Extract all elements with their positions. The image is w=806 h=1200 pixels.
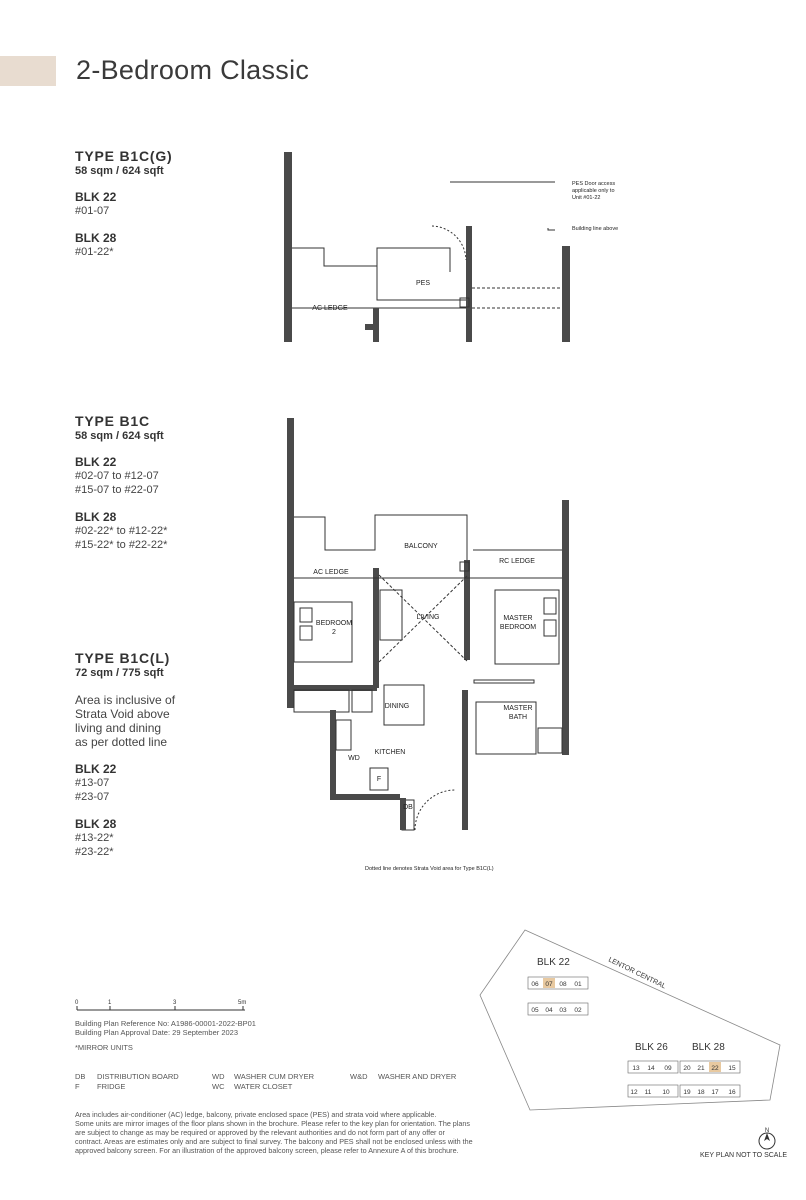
plan-reference	[75, 1019, 256, 1037]
floor-plan-b1c-g	[280, 148, 640, 348]
blk-label: BLK 22	[75, 455, 117, 469]
pillow	[544, 598, 556, 614]
legend-text: WATER CLOSET	[234, 1082, 293, 1091]
unit-label: 20	[683, 1065, 691, 1072]
north-arrow-icon	[755, 1126, 779, 1152]
unit-range: #23-07	[75, 791, 110, 803]
master-bath-label: BATH	[508, 714, 528, 721]
unit-label: 06	[531, 981, 539, 988]
type-b1c-l	[75, 650, 175, 859]
legend-text: WASHER CUM DRYER	[234, 1072, 315, 1081]
blk-label: BLK 28	[75, 817, 117, 831]
sofa	[380, 590, 402, 640]
bed-bedroom2	[294, 602, 352, 662]
legend-code: W&D	[350, 1072, 368, 1081]
unit-label: 21	[697, 1065, 705, 1072]
legend-code: WD	[212, 1072, 225, 1081]
wardrobe	[294, 690, 349, 712]
pes-door-note: PES Door access	[572, 181, 616, 187]
pillow	[300, 626, 312, 640]
left-wall	[284, 152, 292, 342]
site-boundary	[480, 930, 780, 1110]
type-b1c-g	[75, 148, 172, 259]
description-line: Area is inclusive of	[75, 693, 176, 707]
legend-item	[75, 1072, 179, 1082]
floor-plan-b1c	[280, 410, 600, 880]
rc-ledge-label: RC LEDGE	[499, 558, 535, 565]
blk-label: BLK 28	[75, 510, 117, 524]
legend-text: DISTRIBUTION BOARD	[97, 1072, 179, 1081]
unit-label: 15	[728, 1065, 736, 1072]
unit-range: #23-22*	[75, 846, 114, 858]
description-line: as per dotted line	[75, 735, 168, 749]
ac-ledge-label: AC LEDGE	[313, 569, 349, 576]
blk-label: BLK 22	[75, 762, 117, 776]
strata-void-note: Dotted line denotes Strata Void area for Type B1C(L)	[365, 866, 494, 872]
unit-label: 12	[630, 1089, 638, 1096]
leader-line	[450, 182, 555, 230]
kitchen-right-wall	[462, 690, 468, 830]
type-name: TYPE B1C	[75, 413, 150, 429]
unit-label: 01	[574, 981, 582, 988]
key-plan-note: KEY PLAN NOT TO SCALE	[700, 1152, 788, 1159]
pes-door-note: applicable only to	[572, 188, 615, 194]
right-wall	[562, 246, 570, 342]
bath-fixture	[538, 728, 562, 753]
scale-tick-label: 3	[173, 1000, 177, 1006]
type-description	[75, 693, 175, 749]
unit-label: 18	[697, 1089, 705, 1096]
legend-code: DB	[75, 1072, 86, 1081]
pes-door-note: Unit #01-22	[572, 195, 601, 201]
unit-label: 11	[644, 1089, 652, 1096]
legend-item	[212, 1082, 314, 1092]
unit-range: #13-07	[75, 777, 110, 789]
unit-range: #15-07 to #22-07	[75, 484, 159, 496]
type-name: TYPE B1C(G)	[75, 148, 173, 164]
legend-text: WASHER AND DRYER	[378, 1072, 457, 1081]
pes-wall	[466, 226, 472, 342]
section-tab	[0, 56, 56, 86]
disclaimer-line: Area includes air-conditioner (AC) ledge, balcony, private enclosed space (PES) and strata void where applicable.	[75, 1110, 437, 1119]
unit-label: 22	[711, 1065, 719, 1072]
legend-code: WC	[212, 1082, 225, 1091]
pes-label: PES	[415, 280, 431, 287]
pillow	[544, 620, 556, 636]
legend-item	[350, 1072, 456, 1082]
unit-label: 05	[531, 1007, 539, 1014]
scale-tick-label: 1	[108, 1000, 112, 1006]
kitchen-wall	[330, 710, 336, 800]
sliding-door	[474, 680, 534, 683]
pes-outline	[377, 248, 466, 300]
blk28-label: BLK 28	[692, 1042, 725, 1053]
balcony-label: BALCONY	[404, 543, 438, 550]
fridge-label: F	[376, 776, 382, 783]
unit-label: 14	[647, 1065, 655, 1072]
left-wall	[287, 418, 294, 708]
wall-master	[464, 560, 470, 660]
blk22-label: BLK 22	[537, 957, 570, 968]
wall-bedroom2	[373, 568, 379, 688]
legend-code: F	[75, 1082, 80, 1091]
unit-range: #01-22*	[75, 246, 114, 258]
reference-line: Building Plan Approval Date: 29 September 2023	[75, 1028, 239, 1037]
entry-wall	[400, 798, 406, 830]
unit-range: #02-07 to #12-07	[75, 470, 159, 482]
unit-range: #15-22* to #22-22*	[75, 539, 168, 551]
balcony-outline	[294, 515, 467, 567]
type-size: 58 sqm / 624 sqft	[75, 430, 164, 442]
unit-range: #13-22*	[75, 832, 114, 844]
legend-col-3	[350, 1072, 456, 1082]
wd-label: WD	[348, 755, 360, 762]
legend-item	[75, 1082, 179, 1092]
north-label: N	[764, 1128, 770, 1134]
reference-line: Building Plan Reference No: A1986-00001-2022-BP01	[75, 1019, 256, 1028]
key-plan	[470, 925, 790, 1125]
scale-bar	[75, 998, 275, 1014]
page-title: 2-Bedroom Classic	[76, 55, 310, 85]
type-size: 58 sqm / 624 sqft	[75, 165, 164, 177]
unit-label: 07	[545, 981, 553, 988]
unit-label: 16	[728, 1089, 736, 1096]
unit-label: 17	[711, 1089, 719, 1096]
ac-unit	[352, 690, 372, 712]
type-name: TYPE B1C(L)	[75, 650, 171, 666]
legend-col-1	[75, 1072, 179, 1092]
kitchen-bottom-wall	[330, 794, 400, 800]
bedroom2-label: BEDROOM	[315, 620, 353, 627]
living-label: LIVING	[416, 614, 440, 621]
master-bedroom-label: BEDROOM	[499, 624, 537, 631]
unit-label: 10	[662, 1089, 670, 1096]
unit-label: 09	[664, 1065, 672, 1072]
master-bedroom-label: MASTER	[503, 615, 533, 622]
description-line: Strata Void above	[75, 707, 170, 721]
dining-label: DINING	[384, 703, 410, 710]
outline	[292, 248, 450, 272]
unit-range: #01-07	[75, 205, 110, 217]
door-swing	[432, 226, 466, 260]
scale-tick-label: 0	[75, 1000, 79, 1006]
stove	[336, 720, 351, 750]
legend-text: FRIDGE	[97, 1082, 126, 1091]
unit-label: 13	[632, 1065, 640, 1072]
unit-label: 04	[545, 1007, 553, 1014]
inner-wall-stub	[365, 324, 375, 330]
building-line	[472, 288, 562, 308]
kitchen-label: KITCHEN	[374, 749, 406, 756]
entry-door-swing	[415, 790, 455, 830]
legend-item	[212, 1072, 314, 1082]
unit-label: 19	[683, 1089, 691, 1096]
scale-tick-label: 5m	[238, 1000, 247, 1006]
unit-range: #02-22* to #12-22*	[75, 525, 168, 537]
blk-label: BLK 28	[75, 231, 117, 245]
unit-label: 03	[559, 1007, 567, 1014]
db-label: DB	[403, 804, 413, 811]
bedroom2-label: 2	[332, 629, 336, 636]
unit-label: 02	[574, 1007, 582, 1014]
road-label: LENTOR CENTRAL	[607, 956, 667, 991]
blk-label: BLK 22	[75, 190, 117, 204]
legend-col-2	[212, 1072, 314, 1092]
disclaimer-line: approved balcony screen. For an illustration of the approved balcony screen, please refer to Annexure A of this brochure.	[75, 1146, 459, 1155]
type-b1c	[75, 413, 167, 552]
pillow	[300, 608, 312, 622]
mirror-note: *MIRROR UNITS	[75, 1043, 133, 1052]
disclaimer-line: Some units are mirror images of the floor plans shown in the brochure. Please refer to the key plan for orientation. The plans	[75, 1119, 470, 1128]
ac-ledge-label: AC LEDGE	[312, 305, 348, 312]
disclaimer-line: contract. Areas are estimates only and are subject to final survey. The balcony and PES shall not be enclosed unless with the	[75, 1137, 473, 1146]
disclaimer-line: are subject to change as may be required or approved by the relevant authorities and do not form part of any offer or	[75, 1128, 445, 1137]
building-line-note: Building line above	[572, 226, 619, 232]
blk26-label: BLK 26	[635, 1042, 668, 1053]
unit-label: 08	[559, 981, 567, 988]
right-wall	[562, 500, 569, 755]
description-line: living and dining	[75, 721, 162, 735]
type-size: 72 sqm / 775 sqft	[75, 667, 164, 679]
master-bath-label: MASTER	[503, 705, 533, 712]
